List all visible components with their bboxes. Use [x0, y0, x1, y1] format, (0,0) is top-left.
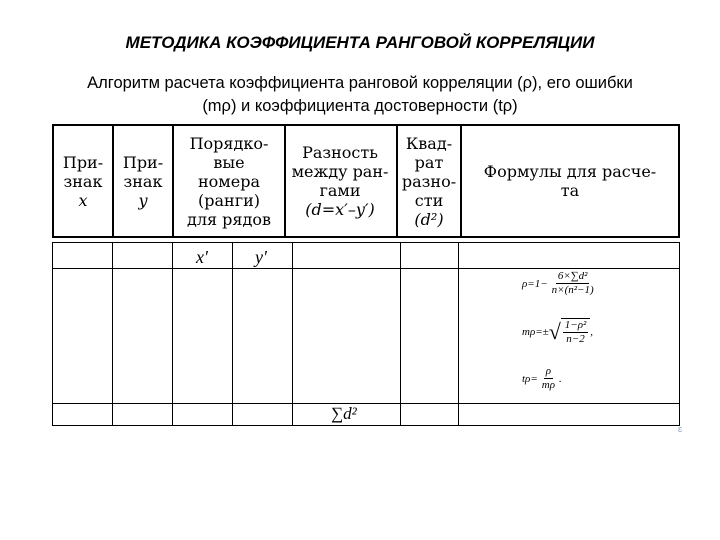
header-col-formulas: Формулы для расче- та	[483, 162, 657, 200]
header-col-ranks: Порядко- вые номера (ранги) для рядов	[186, 133, 272, 229]
header-col-difference: Разность между ран- гами (d=x′–y′)	[291, 143, 389, 219]
header-col-feature-x: При- знак x	[62, 152, 104, 210]
header-col-square-diff: Квад- рат разно- сти (d²)	[401, 133, 457, 229]
sum-d-squared: ∑d²	[331, 404, 357, 423]
formula-m-rho: mρ=± √ $\frac{\text{1−ρ²}}{n-2}$ ,	[522, 319, 594, 345]
sqrt-icon: √ $\frac{\text{1−ρ²}}{n-2}$	[549, 318, 591, 346]
subtitle	[30, 72, 690, 118]
rank-y-label: y′	[255, 247, 267, 267]
page-title: МЕТОДИКА КОЭФФИЦИЕНТА РАНГОВОЙ КОРРЕЛЯЦИИ	[125, 33, 595, 52]
rank-x-label: x′	[196, 247, 208, 267]
formula-t-rho: tρ= $\frac{\rho}{m\rho}$ .	[522, 365, 562, 391]
subtitle-line-1: Алгоритм расчета коэффициента ранговой корреляции (ρ), его ошибки	[87, 74, 633, 92]
corner-mark: ɛ	[678, 424, 683, 434]
formula-rho: ρ=1− $\frac{\text{6×∑d²}}{\text{n×(n²−1)}}$	[522, 270, 594, 296]
header-col-feature-y: При- знак y	[122, 152, 164, 210]
subtitle-line-2: (mρ) и коэффициента достоверности (tρ)	[202, 97, 518, 115]
